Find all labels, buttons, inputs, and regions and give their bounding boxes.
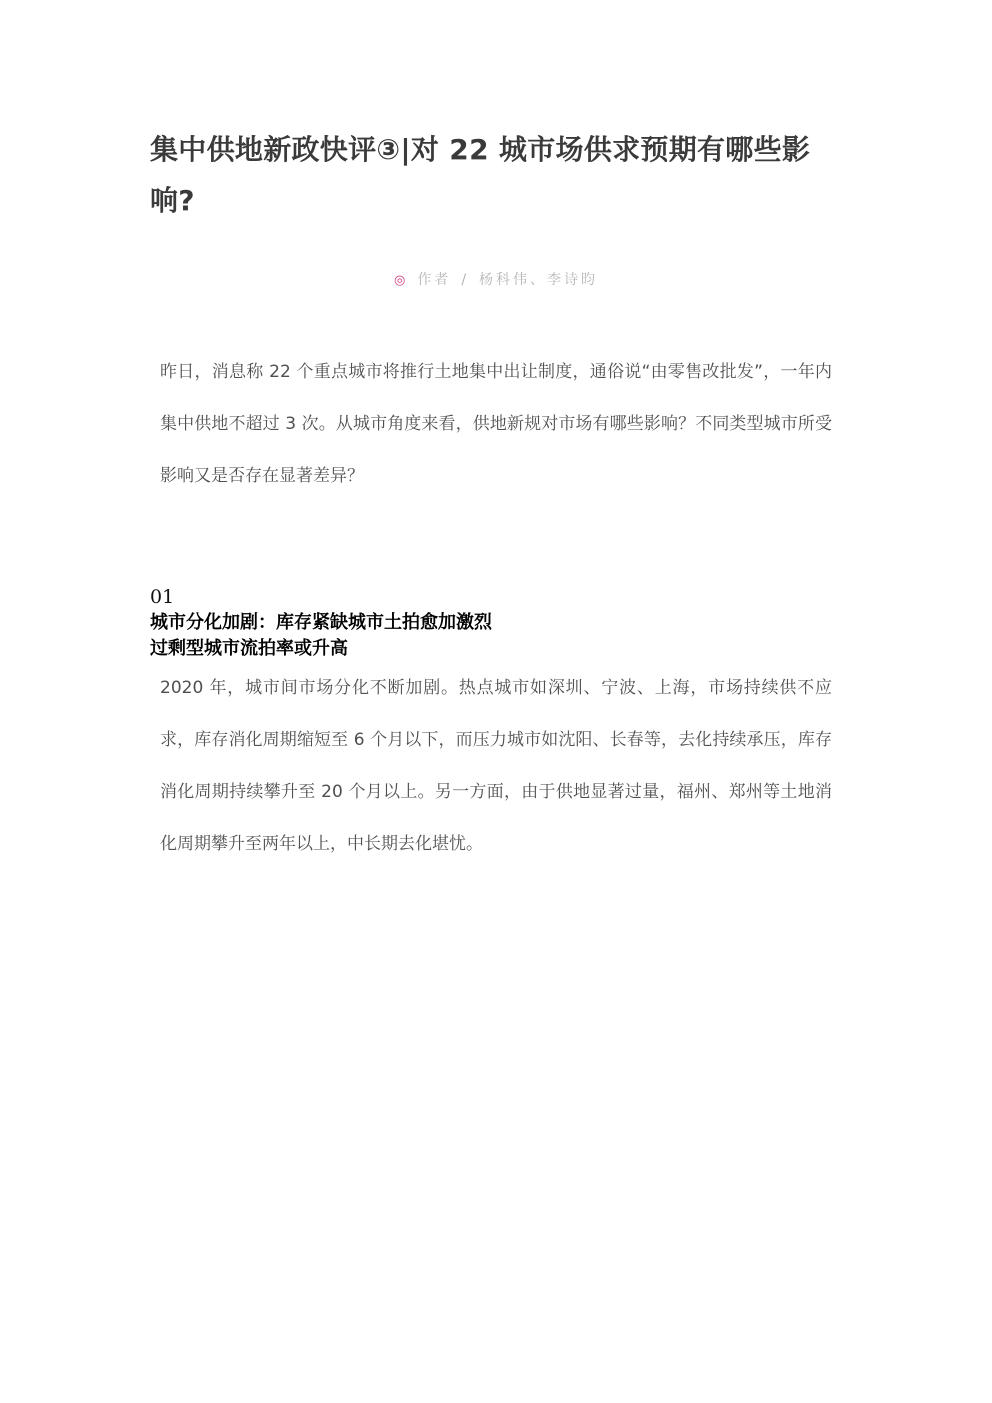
byline-authors: 杨科伟、李诗昀 <box>479 272 599 288</box>
byline-label: 作者 <box>417 272 452 288</box>
article-title: 集中供地新政快评③|对 22 城市场供求预期有哪些影响? <box>150 133 811 217</box>
section-heading-line-2: 过剩型城市流拍率或升高 <box>150 638 348 659</box>
intro-paragraph: 昨日，消息称 22 个重点城市将推行土地集中出让制度，通俗说“由零售改批发”，一年内集中供地不超过 3 次。从城市角度来看，供地新规对市场有哪些影响？不同类型城市所受影响又是否存在显著差异？ <box>160 362 832 486</box>
byline <box>0 268 992 293</box>
section-body-paragraph: 2020 年，城市间市场分化不断加剧。热点城市如深圳、宁波、上海，市场持续供不应求，库存消化周期缩短至 6 个月以下，而压力城市如沈阳、长春等，去化持续承压，库存消化周期持续攀升至 20 个月以上。另一方面，由于供地显著过量，福州、郑州等土地消化周期攀升至两年以上，中长期去化堪忧。 <box>160 678 832 854</box>
byline-separator: / <box>461 272 470 288</box>
section-heading-line-1: 城市分化加剧：库存紧缺城市土拍愈加激烈 <box>150 612 492 633</box>
target-icon: ◎ <box>393 273 406 288</box>
section-number: 01 <box>150 586 175 608</box>
section-heading <box>150 610 492 662</box>
